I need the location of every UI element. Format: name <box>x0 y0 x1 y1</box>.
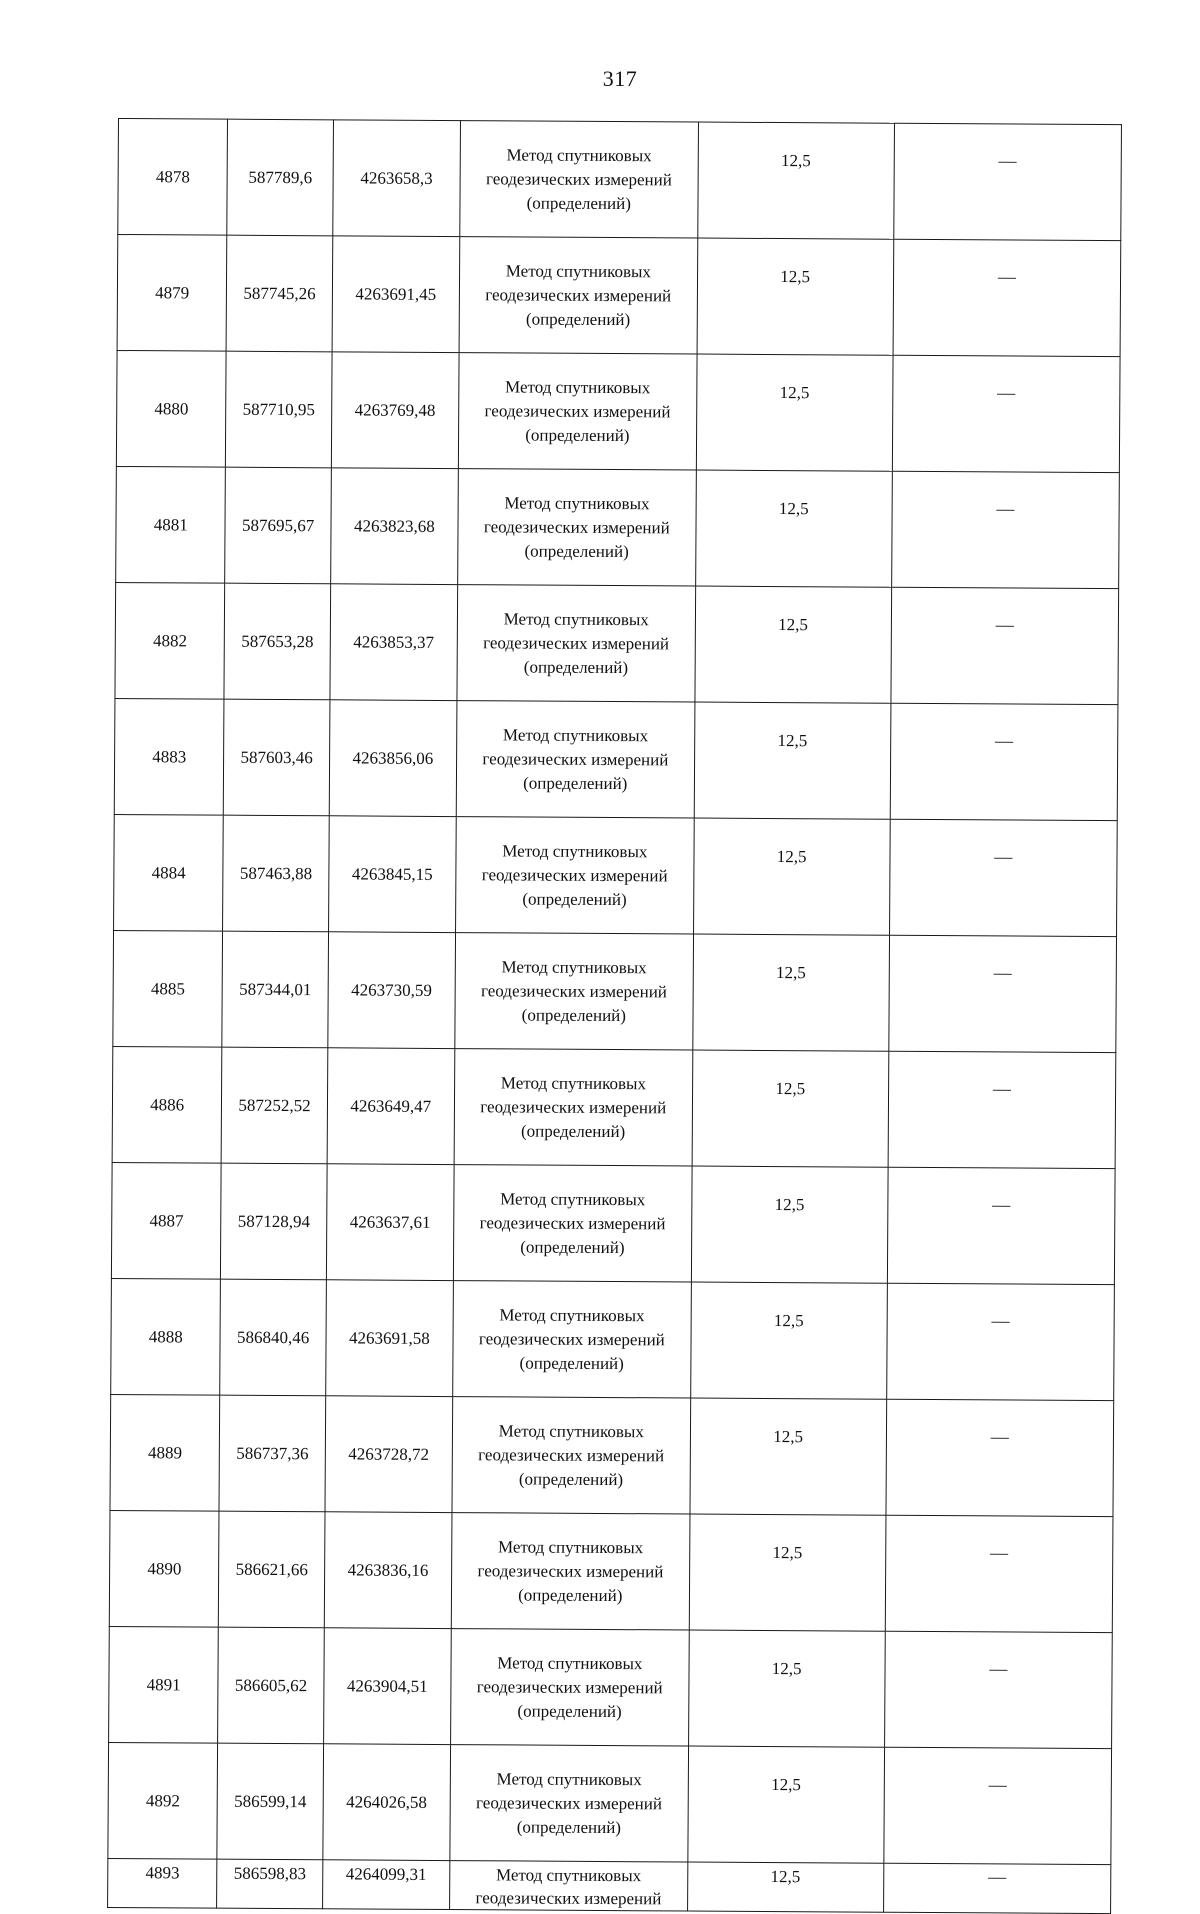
point-number-cell: 4885 <box>113 930 223 1047</box>
method-cell <box>456 701 694 818</box>
y-coordinate-cell: 4263730,59 <box>328 932 456 1049</box>
point-number-cell: 4892 <box>108 1742 218 1859</box>
method-cell <box>451 1629 689 1746</box>
accuracy-cell: 12,5 <box>687 1862 883 1912</box>
method-line: Метод спутниковых <box>500 1072 647 1093</box>
x-coordinate-cell: 587128,94 <box>221 1163 327 1280</box>
method-line: Метод спутниковых <box>506 144 652 165</box>
method-line: (определений) <box>520 1120 626 1141</box>
method-cell <box>457 585 695 702</box>
table-row <box>108 1858 1111 1913</box>
accuracy-cell: 12,5 <box>695 470 892 587</box>
note-dash-cell: — <box>893 123 1121 240</box>
method-line: (определений) <box>522 888 627 909</box>
y-coordinate-cell: 4263823,68 <box>330 468 458 585</box>
note-dash-cell: — <box>889 819 1117 936</box>
method-cell <box>451 1513 689 1630</box>
method-line: геодезических измерений <box>485 168 672 189</box>
method-cell <box>450 1861 688 1911</box>
method-line: Метод спутниковых <box>495 1865 642 1886</box>
point-number-cell: 4889 <box>110 1394 220 1511</box>
point-number-cell: 4893 <box>108 1858 218 1908</box>
accuracy-cell: 12,5 <box>696 354 893 471</box>
y-coordinate-cell: 4263904,51 <box>323 1628 451 1745</box>
method-cell <box>458 353 696 470</box>
method-line: (определений) <box>517 1700 622 1721</box>
method-line: (определений) <box>524 540 629 561</box>
method-cell <box>455 933 693 1050</box>
method-line: Метод спутниковых <box>498 1420 644 1441</box>
method-cell <box>453 1165 691 1282</box>
method-cell <box>460 121 698 238</box>
x-coordinate-cell: 587463,88 <box>223 815 329 932</box>
accuracy-cell: 12,5 <box>694 702 891 819</box>
method-line: (определений) <box>525 424 630 445</box>
note-dash-cell: — <box>887 1167 1115 1284</box>
method-line: Метод спутниковых <box>499 1304 645 1325</box>
table-row <box>109 1510 1113 1632</box>
y-coordinate-cell: 4263856,06 <box>329 700 457 817</box>
y-coordinate-cell: 4263658,3 <box>333 120 461 237</box>
table-row <box>116 350 1120 472</box>
y-coordinate-cell: 4263691,45 <box>332 236 460 353</box>
y-coordinate-cell: 4263836,16 <box>324 1512 452 1629</box>
accuracy-cell: 12,5 <box>693 818 890 935</box>
x-coordinate-cell: 587344,01 <box>222 931 328 1048</box>
table-row <box>116 466 1120 588</box>
method-cell <box>452 1397 690 1514</box>
method-line: геодезических измерений <box>479 1212 666 1233</box>
method-line: геодезических измерений <box>485 284 672 305</box>
x-coordinate-cell: 586598,83 <box>217 1859 323 1909</box>
note-dash-cell: — <box>890 703 1118 820</box>
y-coordinate-cell: 4263845,15 <box>328 816 456 933</box>
method-cell <box>453 1281 691 1398</box>
table-row <box>112 1046 1116 1168</box>
method-line: Метод спутниковых <box>505 260 652 281</box>
method-line: геодезических измерений <box>478 1444 665 1465</box>
method-line: Метод спутниковых <box>497 1652 643 1673</box>
y-coordinate-cell: 4263728,72 <box>325 1396 453 1513</box>
method-line: (определений) <box>520 1236 625 1257</box>
accuracy-cell: 12,5 <box>692 1050 889 1167</box>
point-number-cell: 4881 <box>116 466 226 583</box>
point-number-cell: 4879 <box>117 235 227 352</box>
note-dash-cell: — <box>884 1631 1112 1748</box>
table-row <box>117 235 1121 357</box>
x-coordinate-cell: 587745,26 <box>227 235 333 352</box>
accuracy-cell: 12,5 <box>688 1630 885 1747</box>
point-number-cell: 4891 <box>109 1626 219 1743</box>
note-dash-cell: — <box>885 1515 1113 1632</box>
accuracy-cell: 12,5 <box>691 1166 888 1283</box>
accuracy-cell: 12,5 <box>697 238 894 355</box>
x-coordinate-cell: 586605,62 <box>218 1627 324 1744</box>
method-cell <box>454 1049 692 1166</box>
method-line: геодезических измерений <box>482 748 669 769</box>
note-dash-cell: — <box>886 1283 1114 1400</box>
method-line: геодезических измерений <box>480 1096 667 1117</box>
table-row <box>115 582 1119 704</box>
method-line: (определений) <box>516 1816 622 1837</box>
y-coordinate-cell: 4263769,48 <box>331 352 459 469</box>
note-dash-cell: — <box>892 355 1120 472</box>
accuracy-cell: 12,5 <box>690 1398 887 1515</box>
method-line: Метод спутниковых <box>496 1768 642 1789</box>
note-dash-cell: — <box>888 1051 1116 1168</box>
accuracy-cell: 12,5 <box>692 934 889 1051</box>
table-row <box>114 814 1118 936</box>
point-number-cell: 4883 <box>114 698 224 815</box>
x-coordinate-cell: 586737,36 <box>219 1395 325 1512</box>
method-line: геодезических измерений <box>477 1560 664 1581</box>
y-coordinate-cell: 4263649,47 <box>327 1048 455 1165</box>
method-line: (определений) <box>519 1352 624 1373</box>
point-number-cell: 4888 <box>111 1278 221 1395</box>
table-row <box>111 1278 1115 1400</box>
method-line: геодезических измерений <box>483 632 670 653</box>
x-coordinate-cell: 587653,28 <box>224 583 330 700</box>
method-line: геодезических измерений <box>484 400 671 421</box>
y-coordinate-cell: 4263691,58 <box>325 1280 453 1397</box>
method-line: (определений) <box>523 656 629 677</box>
point-number-cell: 4887 <box>111 1162 221 1279</box>
method-line: (определений) <box>518 1584 623 1605</box>
method-line: Метод спутниковых <box>503 608 649 629</box>
point-number-cell: 4884 <box>114 814 224 931</box>
y-coordinate-cell: 4264099,31 <box>322 1860 449 1910</box>
method-line: Метод спутниковых <box>502 724 649 745</box>
x-coordinate-cell: 586840,46 <box>220 1279 326 1396</box>
method-line: геодезических измерений <box>476 1676 663 1697</box>
x-coordinate-cell: 587695,67 <box>225 467 331 584</box>
method-line: (определений) <box>526 192 631 213</box>
page-number: 317 <box>602 66 638 91</box>
y-coordinate-cell: 4263637,61 <box>326 1164 454 1281</box>
point-number-cell: 4880 <box>116 350 226 467</box>
method-line: (определений) <box>521 1004 627 1025</box>
point-number-cell: 4886 <box>112 1046 222 1163</box>
x-coordinate-cell: 586599,14 <box>217 1743 323 1860</box>
y-coordinate-cell: 4264026,58 <box>323 1744 451 1861</box>
method-line: геодезических измерений <box>476 1792 663 1813</box>
note-dash-cell: — <box>893 239 1121 356</box>
point-number-cell: 4878 <box>118 119 228 236</box>
table-row <box>110 1394 1114 1516</box>
accuracy-cell: 12,5 <box>695 586 892 703</box>
coordinates-table <box>107 118 1122 1914</box>
x-coordinate-cell: 587252,52 <box>222 1047 328 1164</box>
method-line: геодезических измерений <box>478 1328 665 1349</box>
accuracy-cell: 12,5 <box>688 1746 885 1863</box>
x-coordinate-cell: 587603,46 <box>224 699 330 816</box>
x-coordinate-cell: 587710,95 <box>226 351 332 468</box>
point-number-cell: 4882 <box>115 582 225 699</box>
method-line: геодезических измерений <box>480 980 667 1001</box>
note-dash-cell: — <box>891 587 1119 704</box>
method-cell <box>458 469 696 586</box>
method-cell <box>450 1745 688 1862</box>
accuracy-cell: 12,5 <box>689 1514 886 1631</box>
table-row <box>108 1742 1112 1864</box>
x-coordinate-cell: 587789,6 <box>227 119 333 236</box>
x-coordinate-cell: 586621,66 <box>219 1511 325 1628</box>
y-coordinate-cell: 4263853,37 <box>330 584 458 701</box>
accuracy-cell: 12,5 <box>690 1282 887 1399</box>
method-line: Метод спутниковых <box>504 492 650 513</box>
note-dash-cell: — <box>883 1863 1111 1913</box>
method-line: (определений) <box>525 308 631 329</box>
table-row <box>114 698 1118 820</box>
method-line: геодезических измерений <box>475 1888 662 1909</box>
note-dash-cell: — <box>884 1747 1112 1864</box>
method-line: (определений) <box>523 772 628 793</box>
method-cell <box>455 817 693 934</box>
table-row <box>109 1626 1113 1748</box>
method-line: Метод спутниковых <box>505 376 651 397</box>
note-dash-cell: — <box>888 935 1116 1052</box>
note-dash-cell: — <box>891 471 1119 588</box>
method-line: геодезических измерений <box>481 864 668 885</box>
method-cell <box>459 237 697 354</box>
table-row <box>113 930 1117 1052</box>
method-line: (определений) <box>518 1468 624 1489</box>
point-number-cell: 4890 <box>109 1510 219 1627</box>
note-dash-cell: — <box>886 1399 1114 1516</box>
coordinates-table-body <box>108 119 1122 1914</box>
method-line: Метод спутниковых <box>497 1536 644 1557</box>
method-line: Метод спутниковых <box>501 956 647 977</box>
table-row <box>118 119 1122 241</box>
method-line: Метод спутниковых <box>500 1188 646 1209</box>
method-line: Метод спутниковых <box>502 840 648 861</box>
method-line: геодезических измерений <box>483 516 670 537</box>
table-row <box>111 1162 1115 1284</box>
accuracy-cell: 12,5 <box>697 122 894 239</box>
